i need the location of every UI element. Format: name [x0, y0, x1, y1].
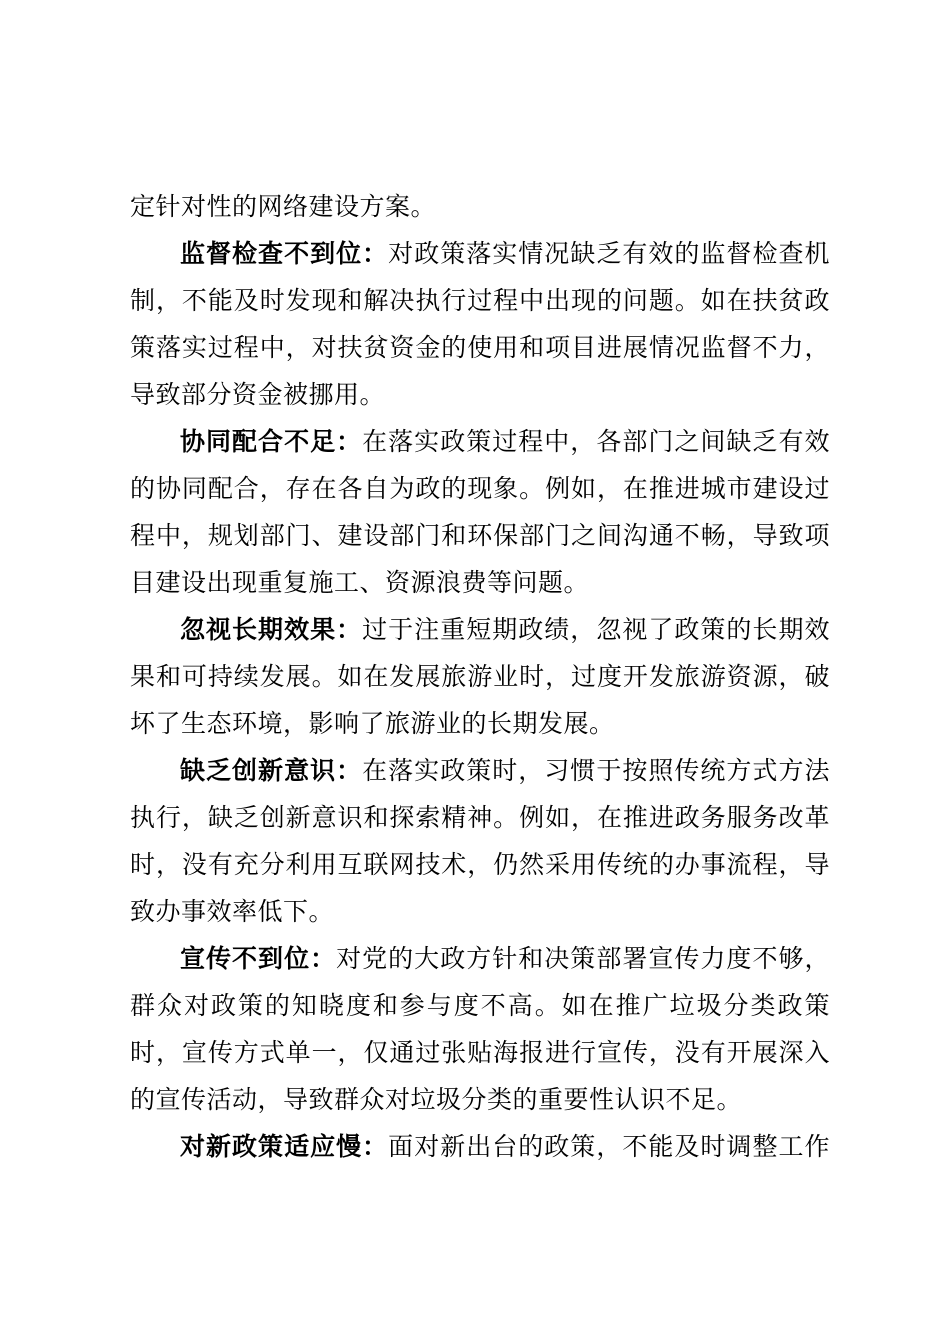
paragraph-line — [130, 512, 830, 559]
body-text: 程中，规划部门、建设部门和环保部门之间沟通不畅，导致项 — [130, 521, 830, 550]
section-heading: 宣传不到位： — [180, 944, 337, 973]
body-text: 对政策落实情况缺乏有效的监督检查机 — [388, 239, 830, 268]
body-text: 制，不能及时发现和解决执行过程中出现的问题。如在扶贫政 — [130, 286, 830, 315]
paragraph-line — [130, 888, 830, 935]
body-text: 执行，缺乏创新意识和探索精神。例如，在推进政务服务改革 — [130, 803, 830, 832]
body-text: 果和可持续发展。如在发展旅游业时，过度开发旅游资源，破 — [130, 662, 830, 691]
paragraph-line — [130, 371, 830, 418]
paragraph-line — [130, 606, 830, 653]
paragraph-line — [130, 418, 830, 465]
body-text: 面对新出台的政策，不能及时调整工作 — [388, 1132, 830, 1161]
paragraph-line — [130, 794, 830, 841]
paragraph-line — [130, 982, 830, 1029]
body-text: 对党的大政方针和决策部署宣传力度不够， — [336, 944, 830, 973]
body-text: 导致部分资金被挪用。 — [130, 380, 386, 409]
body-text: 在落实政策时，习惯于按照传统方式方法 — [362, 756, 830, 785]
body-text: 目建设出现重复施工、资源浪费等问题。 — [130, 568, 590, 597]
paragraph-line — [130, 1123, 830, 1170]
paragraph-line — [130, 1029, 830, 1076]
body-text: 的协同配合，存在各自为政的现象。例如，在推进城市建设过 — [130, 474, 830, 503]
paragraph-line — [130, 935, 830, 982]
body-text: 坏了生态环境，影响了旅游业的长期发展。 — [130, 709, 615, 738]
paragraph-line — [130, 1076, 830, 1123]
section-heading: 对新政策适应慢： — [180, 1132, 389, 1161]
body-text: 致办事效率低下。 — [130, 897, 335, 926]
document-body — [130, 183, 830, 1170]
section-heading: 协同配合不足： — [180, 427, 363, 456]
paragraph-line — [130, 841, 830, 888]
section-heading: 缺乏创新意识： — [180, 756, 363, 785]
paragraph-line — [130, 183, 830, 230]
paragraph-line — [130, 324, 830, 371]
paragraph-line — [130, 230, 830, 277]
paragraph-line — [130, 277, 830, 324]
section-heading: 忽视长期效果： — [180, 615, 363, 644]
paragraph-line — [130, 700, 830, 747]
paragraph-line — [130, 653, 830, 700]
section-heading: 监督检查不到位： — [180, 239, 389, 268]
body-text: 的宣传活动，导致群众对垃圾分类的重要性认识不足。 — [130, 1085, 743, 1114]
body-text: 策落实过程中，对扶贫资金的使用和项目进展情况监督不力， — [130, 333, 830, 362]
paragraph-line — [130, 559, 830, 606]
paragraph-line — [130, 465, 830, 512]
body-text: 定针对性的网络建设方案。 — [130, 192, 437, 221]
body-text: 时，没有充分利用互联网技术，仍然采用传统的办事流程，导 — [130, 850, 830, 879]
body-text: 过于注重短期政绩，忽视了政策的长期效 — [362, 615, 830, 644]
body-text: 时，宣传方式单一，仅通过张贴海报进行宣传，没有开展深入 — [130, 1038, 830, 1067]
body-text: 群众对政策的知晓度和参与度不高。如在推广垃圾分类政策 — [130, 991, 830, 1020]
body-text: 在落实政策过程中，各部门之间缺乏有效 — [362, 427, 830, 456]
paragraph-line — [130, 747, 830, 794]
